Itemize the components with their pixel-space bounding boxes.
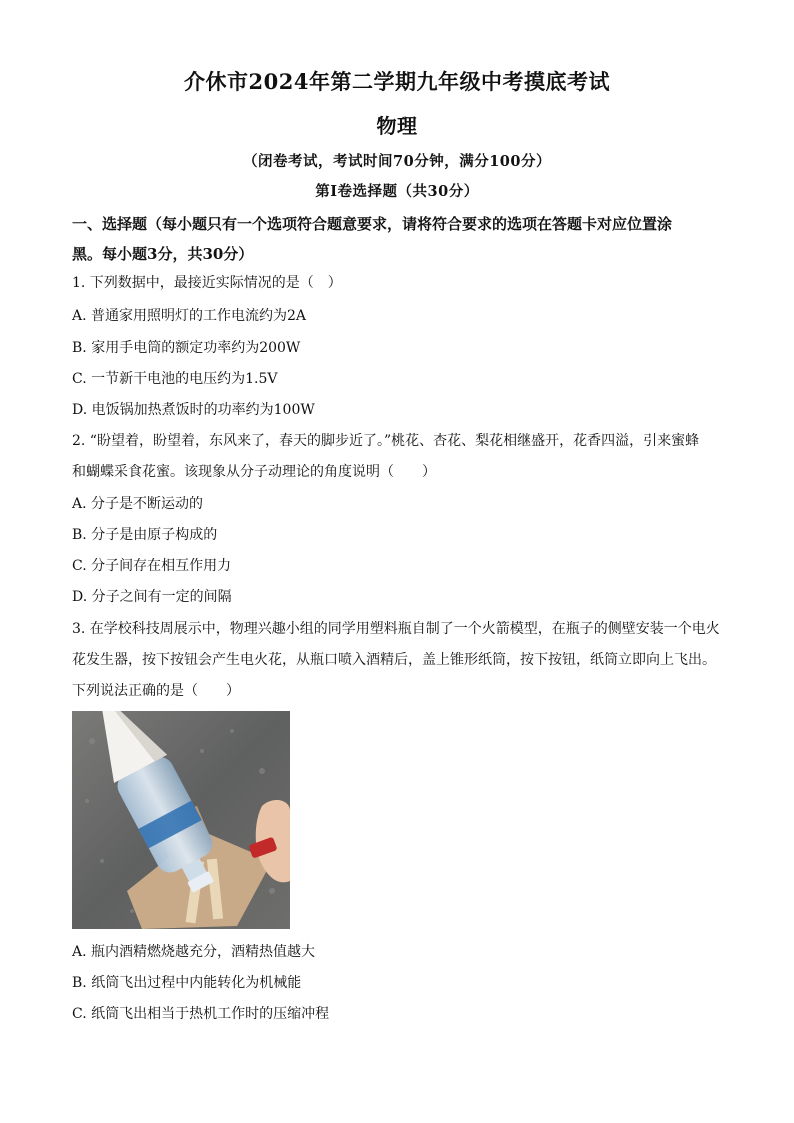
q3-stem-line-3: 下列说法正确的是（ ） xyxy=(72,683,240,699)
exam-title: 介休市2024年第二学期九年级中考摸底考试 xyxy=(184,69,610,94)
q2-option-c: C. 分子间存在相互作用力 xyxy=(72,558,232,574)
section-heading xyxy=(72,209,732,269)
q3-option-b: B. 纸筒飞出过程中内能转化为机械能 xyxy=(72,975,302,991)
q1-option-d: D. 电饭锅加热煮饭时的功率约为100W xyxy=(72,402,315,418)
q2-option-d: D. 分子之间有一定的间隔 xyxy=(72,589,232,605)
q1-stem: 1. 下列数据中，最接近实际情况的是（ ） xyxy=(72,275,342,291)
q1-option-c: C. 一节新干电池的电压约为1.5V xyxy=(72,371,278,387)
subject-title: 物理 xyxy=(376,114,418,138)
q3-option-c: C. 纸筒飞出相当于热机工作时的压缩冲程 xyxy=(72,1006,330,1022)
q2-stem-line-2: 和蝴蝶采食花蜜。该现象从分子动理论的角度说明（ ） xyxy=(72,464,436,480)
q3-stem-line-1: 3. 在学校科技周展示中，物理兴趣小组的同学用塑料瓶自制了一个火箭模型，在瓶子的侧壁安装一个电火 xyxy=(72,621,720,637)
volume-title: 第Ⅰ卷选择题（共30分） xyxy=(315,183,479,200)
q1-option-a: A. 普通家用照明灯的工作电流约为2A xyxy=(72,308,307,324)
exam-info: （闭卷考试，考试时间70分钟，满分100分） xyxy=(243,153,551,170)
q3-option-a: A. 瓶内酒精燃烧越充分，酒精热值越大 xyxy=(72,944,316,960)
q2-option-b: B. 分子是由原子构成的 xyxy=(72,527,218,543)
rocket-model-photo xyxy=(72,711,290,929)
section-heading-line-2: 黑。每小题3分，共30分） xyxy=(72,245,254,263)
q2-stem-line-1: 2. “盼望着，盼望着，东风来了，春天的脚步近了。”桃花、杏花、梨花相继盛开，花香四溢，引来蜜蜂 xyxy=(72,433,700,449)
q2-option-a: A. 分子是不断运动的 xyxy=(72,496,204,512)
section-heading-line-1: 一、选择题（每小题只有一个选项符合题意要求，请将符合要求的选项在答题卡对应位置涂 xyxy=(72,215,673,233)
rocket-model-illustration xyxy=(72,711,290,929)
q3-stem-line-2: 花发生器，按下按钮会产生电火花，从瓶口喷入酒精后，盖上锥形纸筒，按下按钮，纸筒立即向上飞出。 xyxy=(72,652,716,668)
q1-option-b: B. 家用手电筒的额定功率约为200W xyxy=(72,340,301,356)
